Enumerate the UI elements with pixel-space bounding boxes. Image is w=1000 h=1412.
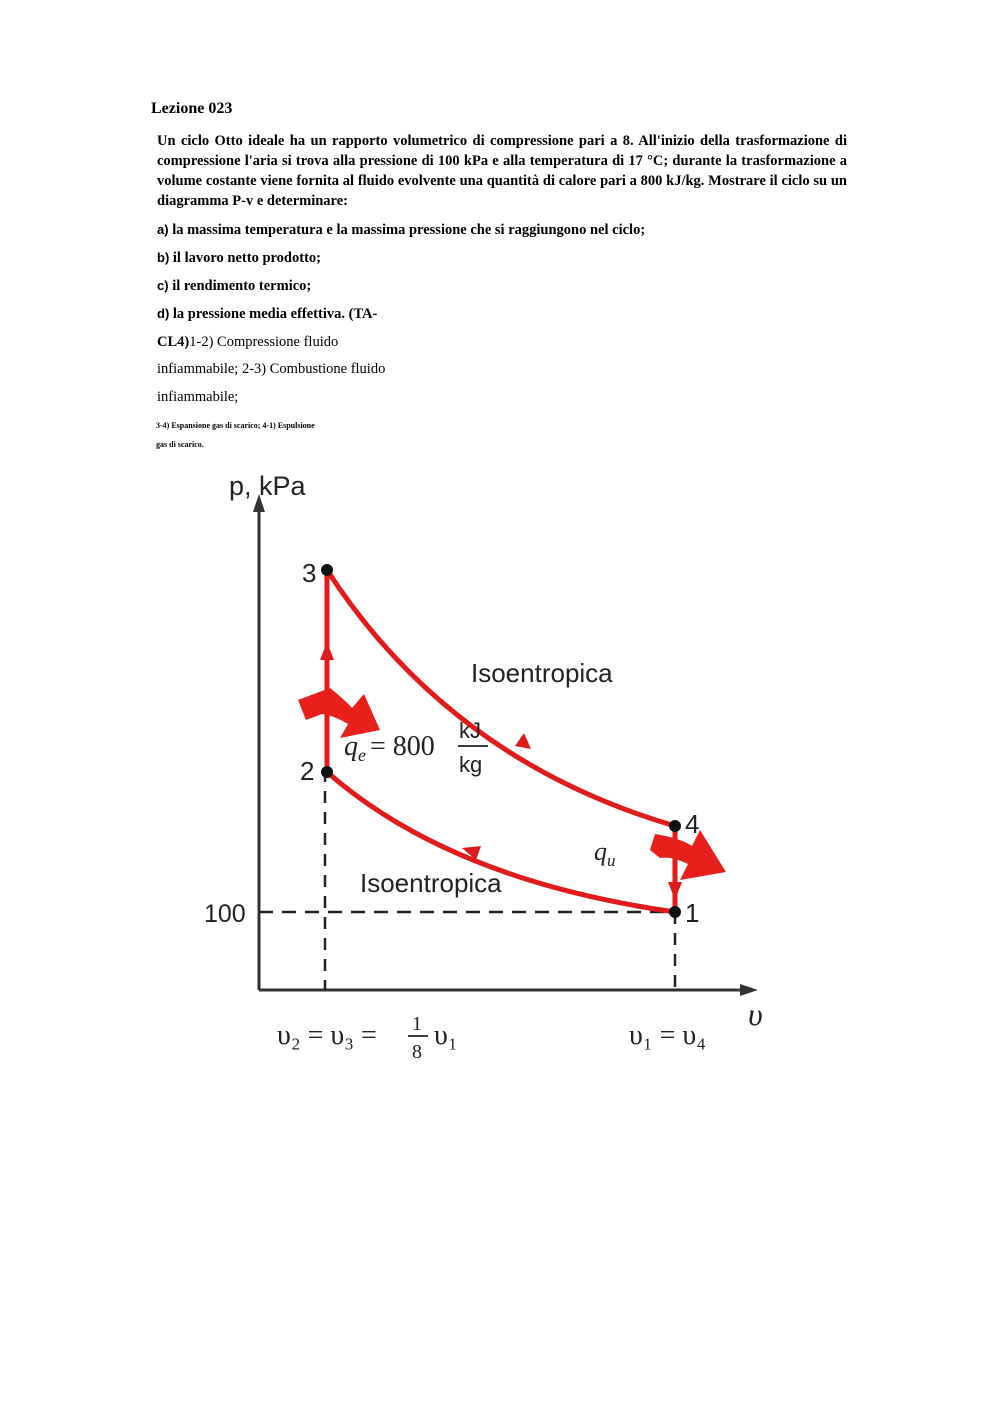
point-label-3: 3 [302,558,317,588]
direction-arrow-icon [320,642,334,660]
heat-out-sub: u [607,851,616,870]
small-note-line-1: 3-4) Espansione gas di scarico; 4-1) Espulsione [156,421,315,430]
x-axis-arrow-icon [740,984,758,996]
process-3-4-isentropic [327,570,675,826]
direction-arrow-icon [668,882,682,900]
question-letter: a) [157,222,169,237]
direction-arrow-icon [515,733,531,749]
page-title: Lezione 023 [151,100,233,117]
heat-in-sub: e [358,745,366,765]
x-left-tail: υ₁ [434,1020,458,1051]
heat-in-label [344,731,435,765]
upper-curve-label: Isoentropica [471,658,613,688]
state-point-4 [669,820,681,832]
heat-in-q: q [344,731,358,762]
state-point-2 [321,766,333,778]
question-letter: b) [157,250,170,265]
state-point-1 [669,906,681,918]
note-text: 1-2) Compressione fluido [189,334,339,350]
problem-statement: Un ciclo Otto ideale ha un rapporto volumetrico di compressione pari a 8. All'inizio della trasformazione di compressione l'aria si trova alla pressione di 100 kPa e alla temperatura di 17 °C; durante la trasformazione a volume costante viene fornita al fluido evolvente una quantità di calore pari a 800 kJ/kg. Mostrare il ciclo su un diagramma P-v e determinare: [157,133,847,209]
small-note-line-2: gas di scarico. [156,440,204,449]
note-ref: CL4) [157,334,190,350]
question-letter: c) [157,278,169,293]
note-line-3: infiammabile; [157,389,239,405]
x-left-frac-num: 1 [412,1013,422,1035]
heat-in-unit-num: kJ [459,718,481,743]
question-text: il rendimento termico; [172,278,312,294]
heat-in-value: = 800 [370,731,435,762]
point-label-4: 4 [685,809,700,839]
point-label-1: 1 [685,898,700,928]
heat-in-unit-den: kg [459,752,483,777]
heat-out-label [594,837,616,870]
x-left-frac-den: 8 [412,1041,422,1063]
question-text: la pressione media effettiva. (TA- [172,306,378,322]
heat-out-q: q [594,837,607,866]
note-line-2: infiammabile; 2-3) Combustione fluido [157,361,386,377]
point-label-2: 2 [300,756,315,786]
y-tick-100: 100 [204,900,246,928]
y-axis-label: p, kPa [229,471,306,501]
question-text: la massima temperatura e la massima pressione che si raggiungono nel ciclo; [172,222,646,238]
question-text: il lavoro netto prodotto; [172,250,321,266]
x-left-expr: υ₂ = υ₃ = [277,1020,377,1051]
x-right-expr: υ₁ = υ₄ [629,1020,707,1051]
question-letter: d) [157,306,170,321]
state-point-3 [321,564,333,576]
lower-curve-label: Isoentropica [360,868,502,898]
x-axis-label: υ [748,996,763,1032]
heat-in-arrow-icon [298,688,380,738]
